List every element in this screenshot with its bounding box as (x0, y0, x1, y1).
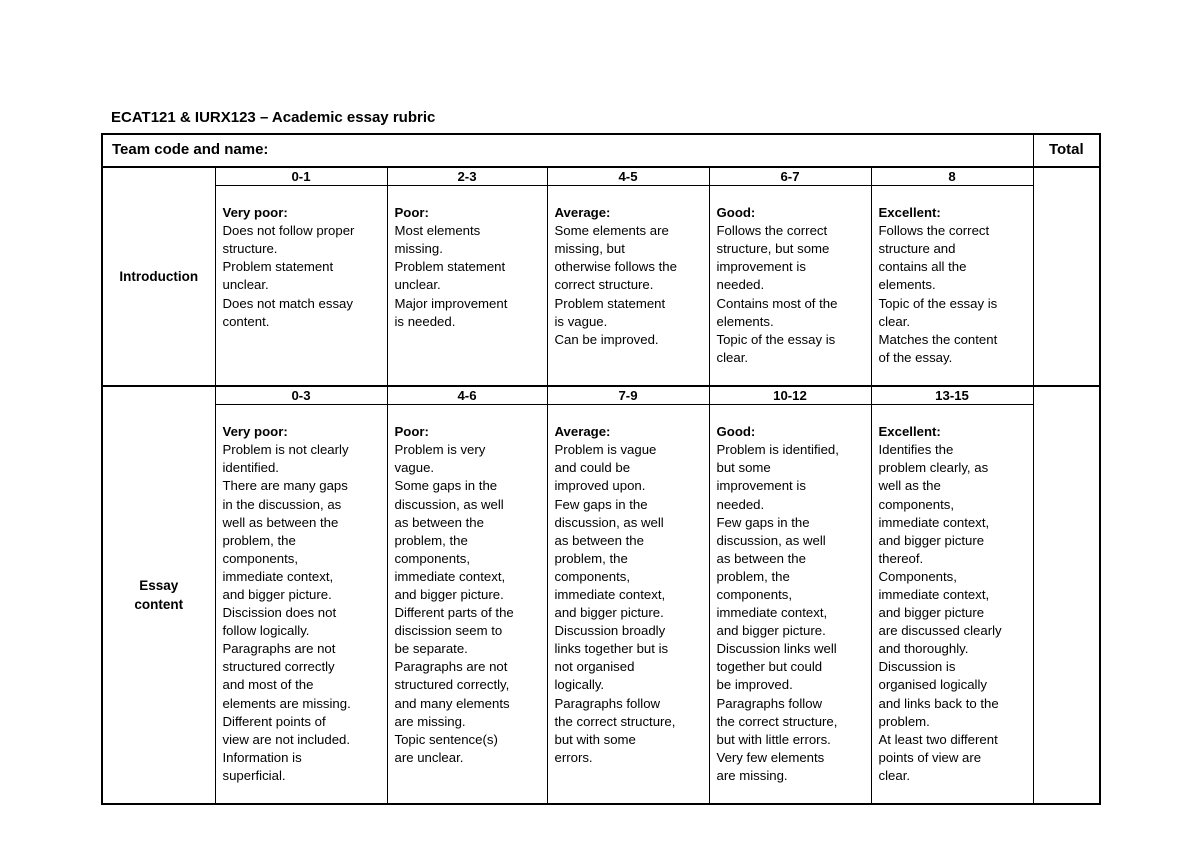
level-text: Follows the correct structure and contains all the elements. Topic of the essay is clear. Matches the content of the essay. (878, 223, 998, 365)
level-description (709, 186, 871, 387)
level-description (215, 186, 387, 387)
introduction-score-row (102, 167, 1100, 186)
score-range: 13-15 (871, 386, 1033, 405)
score-range: 4-6 (387, 386, 547, 405)
level-description (215, 405, 387, 805)
introduction-total-cell (1033, 167, 1100, 386)
level-description (709, 405, 871, 805)
level-text: Some elements are missing, but otherwise follows the correct structure. Problem statement is vague. Can be improved. (554, 223, 677, 347)
introduction-description-row (102, 186, 1100, 387)
level-label: Poor: (394, 424, 429, 440)
essay-content-score-row (102, 386, 1100, 405)
level-description (871, 405, 1033, 805)
level-text: Problem is identified, but some improvement is needed. Few gaps in the discussion, as well as between the problem, the components, immediate context, and bigger picture. Discussion links well together but could be improved. Paragraphs follow the correct structure, but with little errors. Very few elements are missing. (716, 442, 839, 783)
score-range: 0-3 (215, 386, 387, 405)
level-label: Poor: (394, 205, 429, 221)
score-range: 0-1 (215, 167, 387, 186)
page-title: ECAT121 & IURX123 – Academic essay rubric (111, 109, 436, 126)
level-label: Average: (554, 424, 611, 440)
criterion-essay-content: Essay content (102, 386, 215, 804)
level-label: Average: (554, 205, 611, 221)
level-description (547, 186, 709, 387)
level-text: Problem is vague and could be improved upon. Few gaps in the discussion, as well as between the problem, the components, immediate context, and bigger picture. Discussion broadly links together but is not organised logically. Paragraphs follow the correct structure, but with some errors. (554, 442, 676, 765)
essay-content-total-cell (1033, 386, 1100, 804)
criterion-introduction: Introduction (102, 167, 215, 386)
level-label: Excellent: (878, 424, 941, 440)
level-text: Problem is not clearly identified. There are many gaps in the discussion, as well as between the problem, the components, immediate context, and bigger picture. Discission does not follow logically. Paragraphs are not structured correctly and most of the elements are missing. Different points of view are not included. Information is superficial. (222, 442, 351, 783)
score-range: 6-7 (709, 167, 871, 186)
total-label: Total (1033, 134, 1100, 167)
score-range: 2-3 (387, 167, 547, 186)
score-range: 7-9 (547, 386, 709, 405)
level-description (871, 186, 1033, 387)
score-range: 8 (871, 167, 1033, 186)
rubric-table (101, 133, 1101, 805)
level-description (387, 405, 547, 805)
team-code-label: Team code and name: (102, 134, 1033, 167)
level-label: Good: (716, 424, 756, 440)
level-label: Very poor: (222, 424, 288, 440)
level-description (387, 186, 547, 387)
level-text: Does not follow proper structure. Problem statement unclear. Does not match essay content. (222, 223, 355, 329)
level-text: Most elements missing. Problem statement unclear. Major improvement is needed. (394, 223, 508, 329)
level-description (547, 405, 709, 805)
level-text: Follows the correct structure, but some improvement is needed. Contains most of the elements. Topic of the essay is clear. (716, 223, 838, 365)
level-label: Good: (716, 205, 756, 221)
level-text: Problem is very vague. Some gaps in the discussion, as well as between the problem, the components, immediate context, and bigger picture. Different parts of the discission seem to be separate. Paragraphs are not structured correctly, and many elements are missing. Topic sentence(s) are unclear. (394, 442, 514, 765)
level-label: Excellent: (878, 205, 941, 221)
team-row (102, 134, 1100, 167)
score-range: 4-5 (547, 167, 709, 186)
level-text: Identifies the problem clearly, as well as the components, immediate context, and bigger picture thereof. Components, immediate context, and bigger picture are discussed clearly and thoroughly. Discussion is organised logically and links back to the problem. At least two different points of view are clear. (878, 442, 1002, 783)
level-label: Very poor: (222, 205, 288, 221)
score-range: 10-12 (709, 386, 871, 405)
essay-content-description-row (102, 405, 1100, 805)
